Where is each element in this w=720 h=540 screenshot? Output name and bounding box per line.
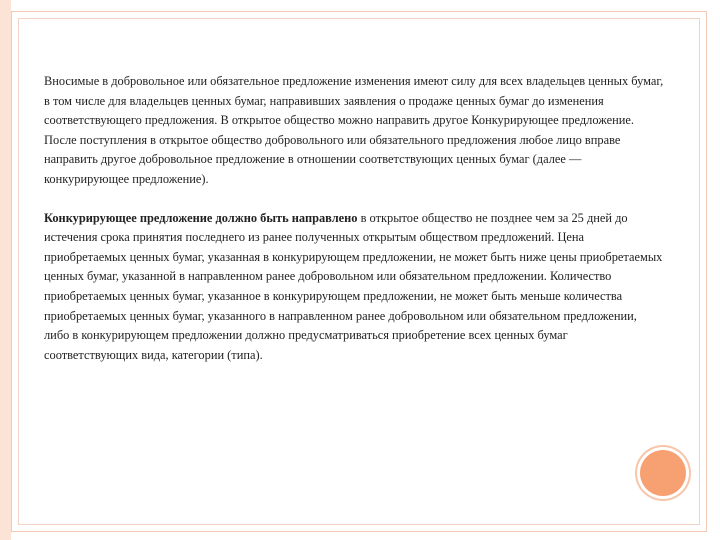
paragraph-2-text: в открытое общество не позднее чем за 25 дней до истечения срока принятия последнего из ранее полученных открытым обществом предложений. Цена приобретаемых ценных бумаг, указанная в конкурирующем предложении, не может быть ниже цены приобретаемых ценных бумаг, указанной в направленном ранее добровольном или обязательном предложении. Количество приобретаемых ценных бумаг, указанное в конкурирующем предложении, не может быть меньше количества приобретаемых ценных бумаг, указанного в направленном ранее добровольном или обязательном предложении, либо в конкурирующем предложении должно предусматриваться приобретение всех ценных бумаг соответствующих вида, категории (типа). [44, 210, 663, 362]
decorative-left-strip [0, 0, 11, 540]
paragraph-2 [44, 209, 664, 366]
paragraph-1 [44, 72, 664, 190]
paragraph-1-text: Вносимые в добровольное или обязательное предложение изменения имеют силу для всех владельцев ценных бумаг, в том числе для владельцев ценных бумаг, направивших заявления о продаже ценных бумаг до изменения соответствующего предложения. В открытое общество можно направить другое Конкурирующее предложение. После поступления в открытое общество добровольного или обязательного предложения любое лицо вправе направить другое добровольное предложение в отношении соответствующих ценных бумаг (далее — конкурирующее предложение). [44, 74, 664, 186]
slide-body-text [44, 72, 664, 365]
decorative-circle-icon [640, 450, 686, 496]
paragraph-2-bold-lead: Конкурирующее предложение должно быть направлено [44, 210, 358, 225]
